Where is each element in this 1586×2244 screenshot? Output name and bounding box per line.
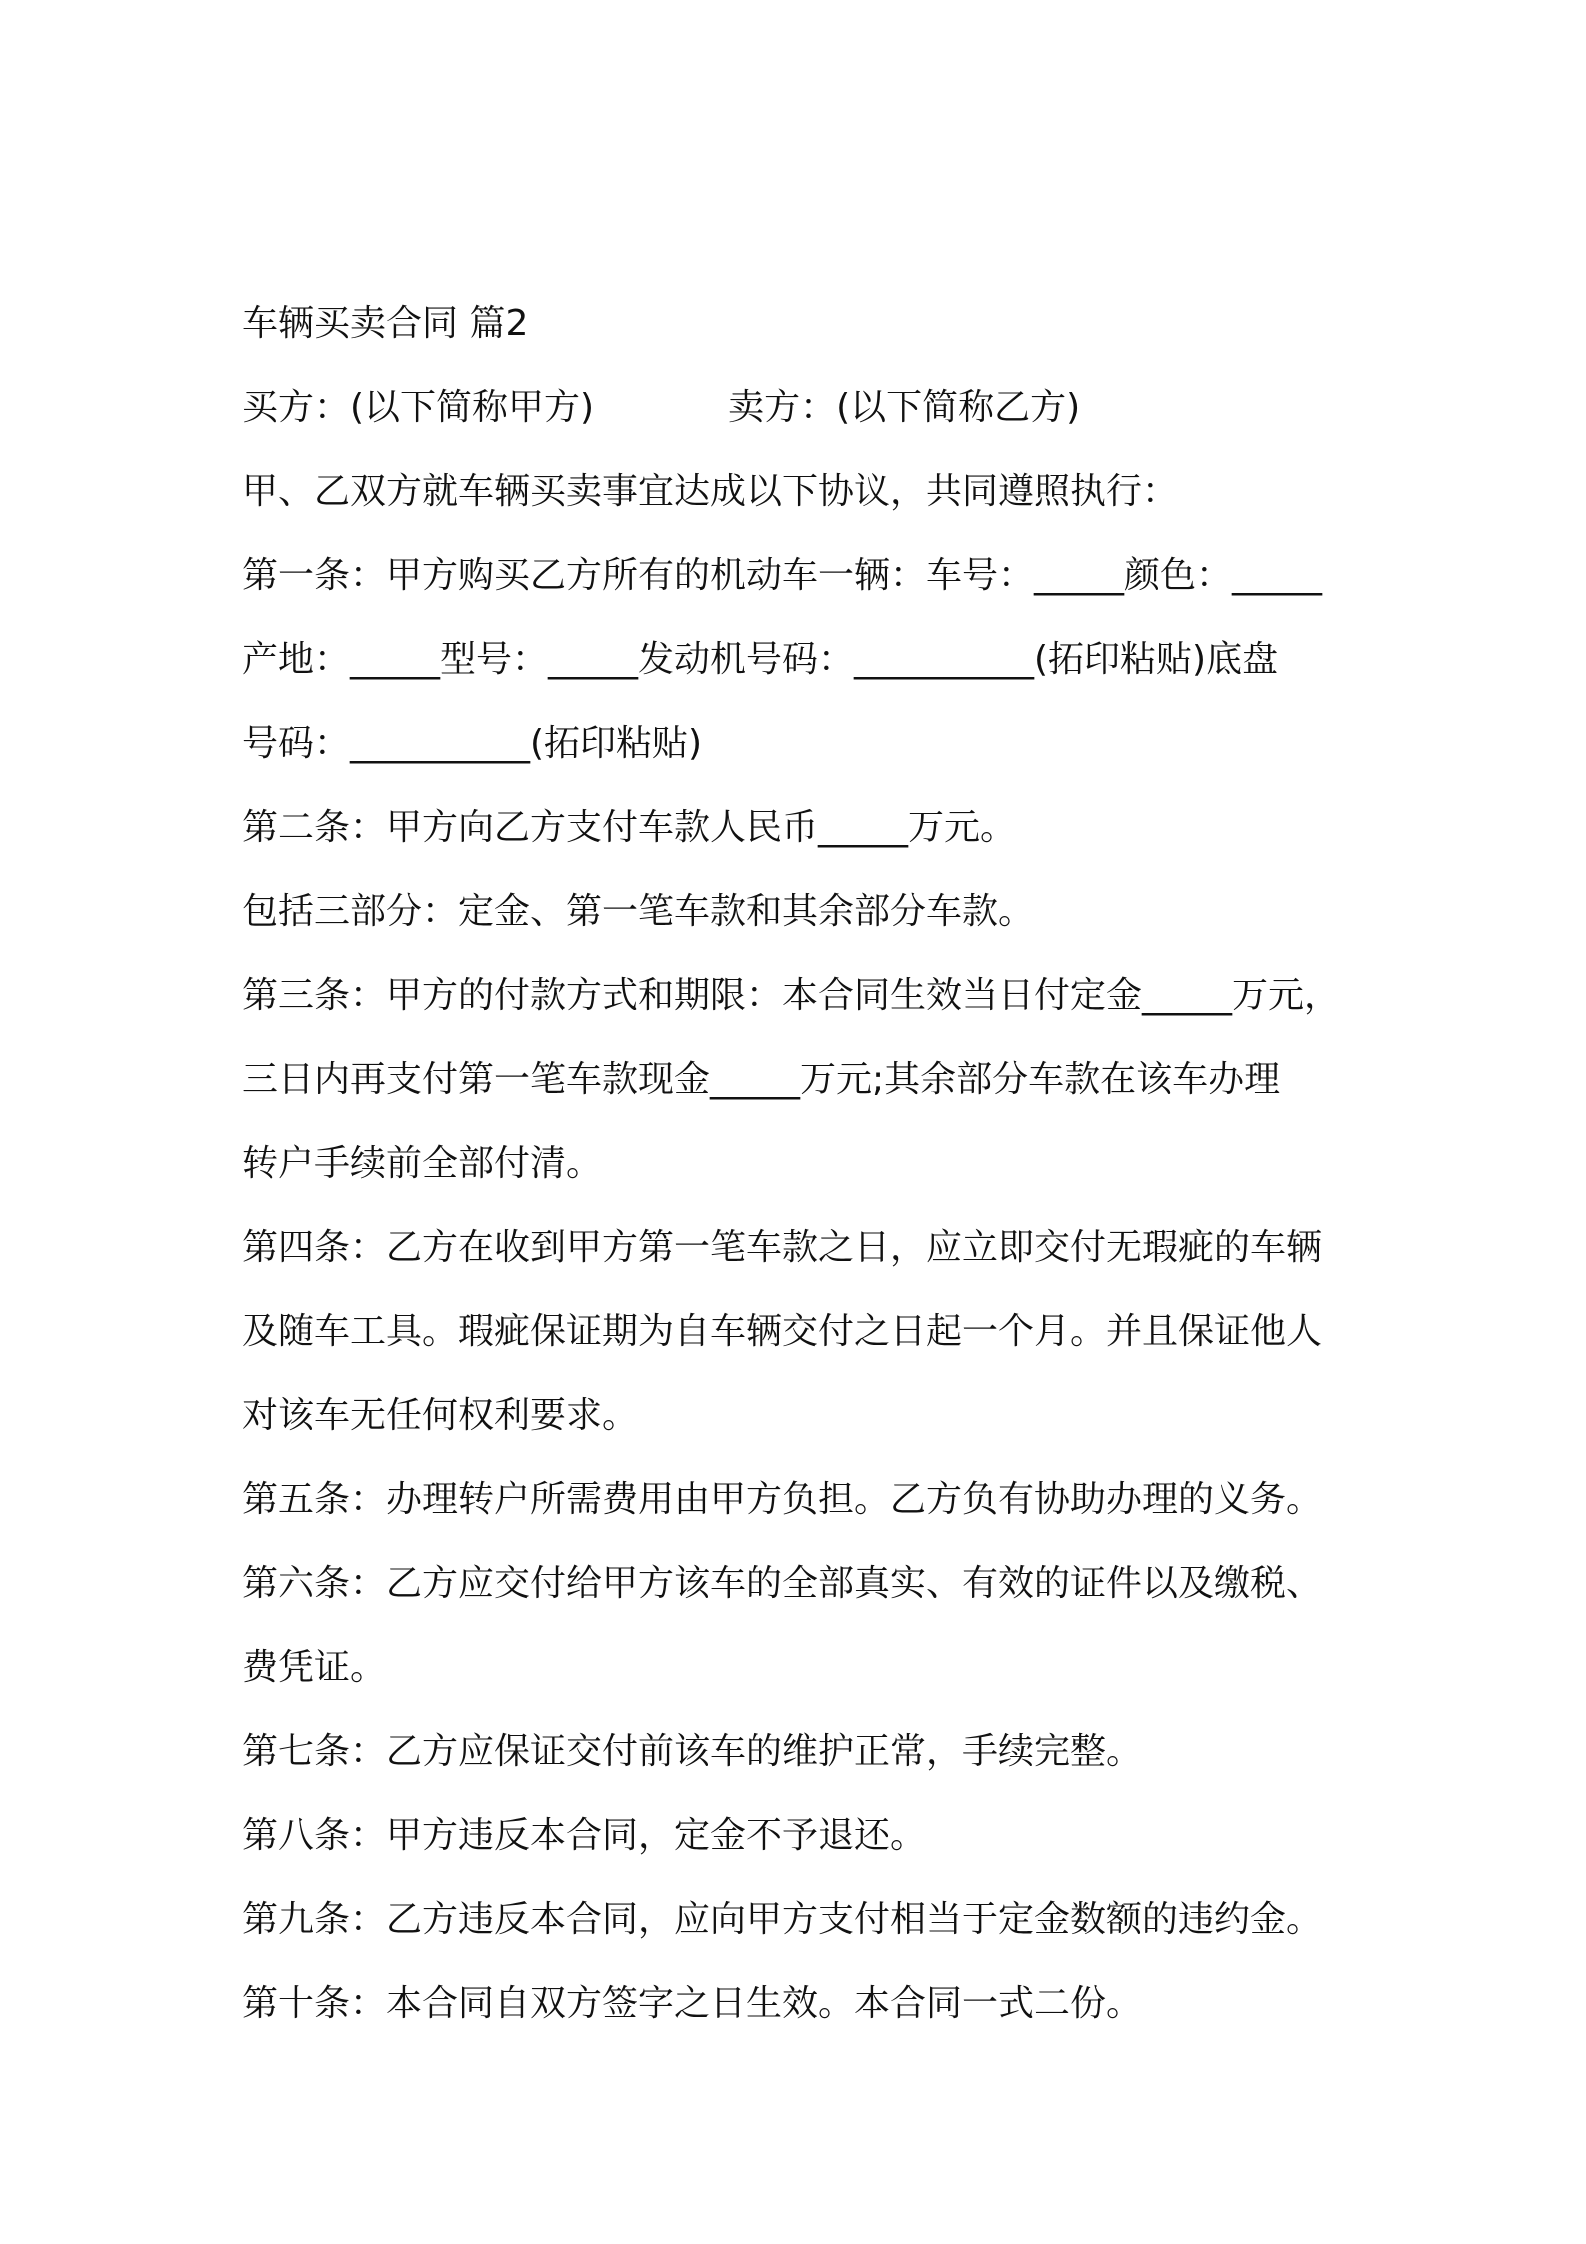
clause-line: 包括三部分：定金、第一笔车款和其余部分车款。 xyxy=(242,891,1035,932)
clause-line: 及随车工具。瑕疵保证期为自车辆交付之日起一个月。并且保证他人 xyxy=(242,1311,1323,1352)
clause-line: 第七条：乙方应保证交付前该车的维护正常，手续完整。 xyxy=(242,1731,1143,1772)
clause-line: 第四条：乙方在收到甲方第一笔车款之日，应立即交付无瑕疵的车辆 xyxy=(242,1227,1323,1268)
document-body xyxy=(242,282,1362,2046)
clause-line: 第八条：甲方违反本合同，定金不予退还。 xyxy=(242,1815,927,1856)
clause-line: 第六条：乙方应交付给甲方该车的全部真实、有效的证件以及缴税、 xyxy=(242,1563,1323,1604)
clause-line: 第十条：本合同自双方签字之日生效。本合同一式二份。 xyxy=(242,1983,1143,2024)
clause-line: 费凭证。 xyxy=(242,1647,387,1688)
clause-line: 第五条：办理转户所需费用由甲方负担。乙方负有协助办理的义务。 xyxy=(242,1479,1323,1520)
clause-line: 转户手续前全部付清。 xyxy=(242,1143,603,1184)
clause-line: 第一条：甲方购买乙方所有的机动车一辆：车号：_____颜色：_____ xyxy=(242,555,1323,596)
clause-line: 三日内再支付第一笔车款现金_____万元;其余部分车款在该车办理 xyxy=(242,1059,1281,1100)
clause-line: 对该车无任何权利要求。 xyxy=(242,1395,639,1436)
clause-line: 第九条：乙方违反本合同，应向甲方支付相当于定金数额的违约金。 xyxy=(242,1899,1323,1940)
clause-line: 号码：__________(拓印粘贴) xyxy=(242,723,703,764)
clause-line: 第二条：甲方向乙方支付车款人民币_____万元。 xyxy=(242,807,1017,848)
document-title: 车辆买卖合同 篇2 xyxy=(242,303,529,344)
clause-line: 甲、乙双方就车辆买卖事宜达成以下协议，共同遵照执行： xyxy=(242,471,1179,512)
clause-line: 产地：_____型号：_____发动机号码：__________(拓印粘贴)底盘 xyxy=(242,639,1279,680)
seller-label: 卖方：(以下简称乙方) xyxy=(728,387,1081,428)
buyer-label: 买方：(以下简称甲方) xyxy=(242,387,595,428)
clause-line: 第三条：甲方的付款方式和期限：本合同生效当日付定金_____万元， xyxy=(242,975,1341,1016)
party-row xyxy=(242,366,1362,450)
